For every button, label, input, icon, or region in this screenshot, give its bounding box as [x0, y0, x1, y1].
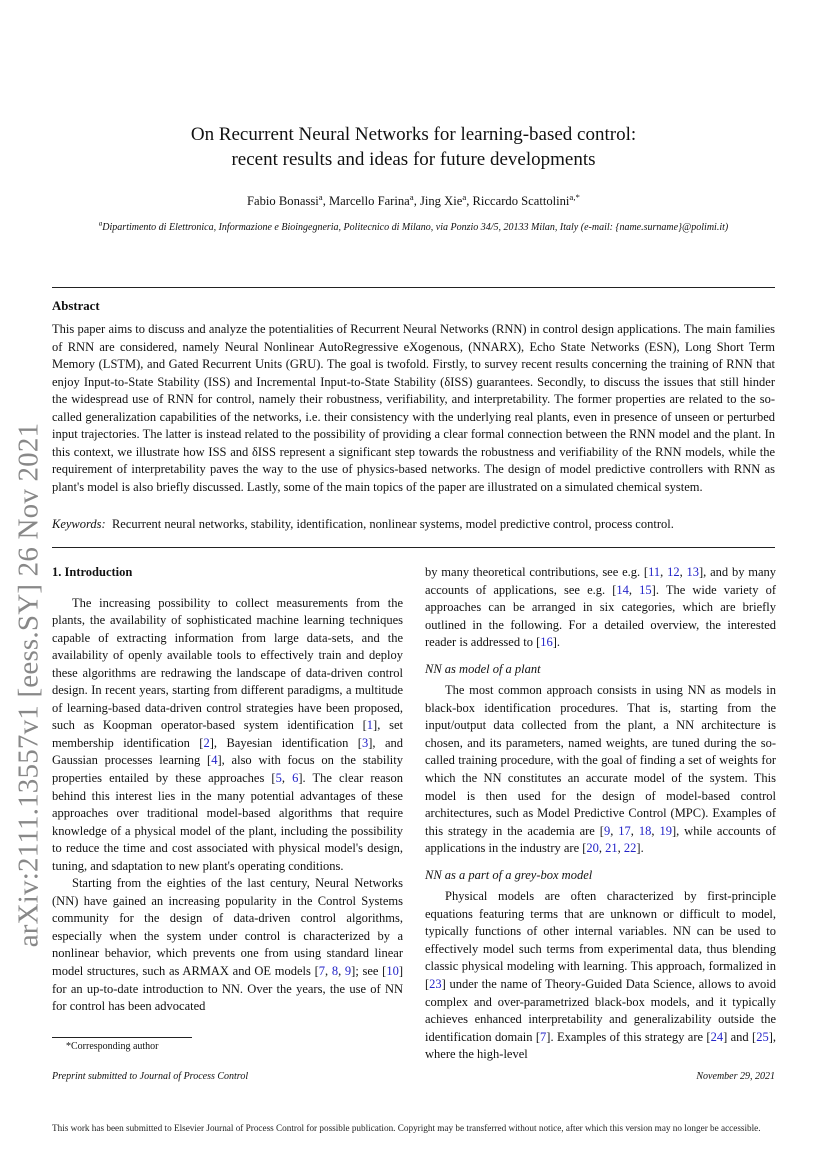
author-name: Fabio Bonassi	[247, 194, 319, 208]
citation-link[interactable]: 2	[203, 735, 210, 750]
title-line-1: On Recurrent Neural Networks for learning-based control:	[190, 124, 637, 145]
affiliation-mark: a	[98, 219, 103, 228]
section-heading: 1. Introduction	[52, 565, 133, 579]
right-column	[425, 564, 776, 1064]
divider-top	[52, 287, 775, 288]
citation-link[interactable]: 11	[648, 565, 661, 579]
left-column	[52, 564, 403, 1016]
subsection-heading: NN as model of a plant	[425, 661, 541, 676]
citation-link[interactable]: 25	[756, 1029, 769, 1044]
citation-link[interactable]: 12	[667, 565, 680, 579]
affiliation	[0, 219, 827, 233]
citation-link[interactable]: 18	[638, 823, 652, 838]
citation-link[interactable]: 9	[344, 964, 352, 979]
paper-title	[0, 122, 827, 172]
author-affiliation-mark: a	[318, 191, 323, 202]
author-affiliation-mark: a,*	[569, 191, 580, 202]
citation-link[interactable]: 16	[540, 635, 553, 650]
paragraph: The increasing possibility to collect measurements from the plants, the availability of sophisticated machine learning techniques capable of extracting information from large data-sets, and the availability of openly available tools to effectively train and deploy these algorithms are redrawing the landscape of data-driven control design. In recent years, starting from different paradigms, a multitude of learning-based data-driven control strategies have been proposed, such as Koopman operator-based system identification [1], set membership identification [2], Bayesian identification [3], and Gaussian processes learning [4], also with focus on the stability properties entailed by these approaches [5, 6]. The clear reason behind this interest lies in the many potential advantages of these approaches over traditional model-based algorithms that require knowledge of a physical model of the plant, including the possibility to reduce the time and cost associated with physical model's design, tuning, and sdaptation to new plant's operating conditions.	[52, 595, 403, 873]
paragraph: The most common approach consists in using NN as models in black-box identification procedures. That is, starting from the input/output data collected from the plant, a NN architecture is chosen, and its parameters, named weights, are tuned during the so-called training procedure, with the goal of finding a set of weights for which the NN constitutes an accurate model of the system. This model is then used for the design of model-based control architectures, such as Model Predictive Control (MPC). Examples of this strategy in the academia are [9, 17, 18, 19], while accounts of applications in the industry are [20, 21, 22].	[425, 683, 776, 856]
subsection-heading: NN as a part of a grey-box model	[425, 867, 593, 882]
citation-link[interactable]: 5	[275, 771, 282, 786]
footer-journal: Preprint submitted to Journal of Process Control	[52, 1071, 249, 1082]
arxiv-stamp: arXiv:2111.13557v1 [eess.SY] 26 Nov 2021	[12, 422, 45, 948]
citation-link[interactable]: 14	[616, 582, 629, 597]
citation-link[interactable]: 9	[603, 823, 611, 838]
citation-link[interactable]: 7	[540, 1029, 547, 1044]
citation-link[interactable]: 17	[618, 823, 631, 838]
affiliation-text: Dipartimento di Elettronica, Informazione e Bioingegneria, Politecnico di Milano, via Ponzio 34/5, 20133 Milan, Italy (e-mail: {name.surname}@polimi.it)	[102, 222, 729, 233]
citation-link[interactable]: 4	[211, 753, 218, 768]
title-line-2: recent results and ideas for future developments	[231, 149, 596, 170]
divider-bottom	[52, 547, 775, 548]
keywords-text: Recurrent neural networks, stability, identification, nonlinear systems, model predictive control, process control.	[111, 517, 674, 531]
paragraph: by many theoretical contributions, see e.g. [11, 12, 13], and by many accounts of applications, see e.g. [14, 15]. The wide variety of approaches can be arranged in six categories, which are briefly outlined in the following. For a detailed overview, the interested reader is addressed to [16].	[425, 565, 777, 650]
citation-link[interactable]: 24	[710, 1029, 724, 1044]
citation-link[interactable]: 13	[686, 565, 700, 579]
citation-link[interactable]: 7	[318, 964, 325, 979]
citation-link[interactable]: 1	[366, 718, 374, 733]
footer-date: November 29, 2021	[696, 1071, 775, 1082]
keywords	[52, 517, 775, 532]
citation-link[interactable]: 19	[659, 823, 672, 838]
abstract-heading: Abstract	[52, 299, 100, 313]
author-name: Riccardo Scattolini	[472, 194, 570, 208]
author-affiliation-mark: a	[462, 191, 467, 202]
footnote: *Corresponding author	[66, 1041, 159, 1052]
author-affiliation-mark: a	[409, 191, 414, 202]
paragraph: Starting from the eighties of the last century, Neural Networks (NN) have gained an increasing popularity in the Control Systems community for the design of data-driven control algorithms, especially when the system under control is characterized by a nonlinear behavior, which prevents one from using standard linear model structures, such as ARMAX and OE models [7, 8, 9]; see [10] for an up-to-date introduction to NN. Over the years, the use of NN for control has been advocated	[52, 876, 403, 1014]
footnote-rule	[52, 1037, 192, 1038]
citation-link[interactable]: 21	[605, 841, 618, 856]
author-name: Marcello Farina	[328, 194, 410, 208]
citation-link[interactable]: 3	[361, 735, 369, 750]
paragraph: Physical models are often characterized by first-principle equations featuring terms that are unknown or difficult to model, typically functions of other internal variables. NN can be used to effectively model such terms from experimental data, thus blending classic physical modeling with learning. This approach, formalized in [23] under the name of Theory-Guided Data Science, allows to avoid complex and over-parametrized black-box models, and it typically achieves enhanced interpretability and generalizability outside the identification domain [7]. Examples of this strategy are [24] and [25], where the high-level	[425, 889, 776, 1062]
citation-link[interactable]: 23	[429, 977, 442, 992]
citation-link[interactable]: 10	[386, 964, 399, 979]
citation-link[interactable]: 20	[586, 841, 599, 856]
author-list: Fabio Bonassi$^a$, Marcello Farina$^a$, Jing Xie$^a$, Riccardo Scattolini$^{a,*}$	[247, 191, 580, 208]
author-name: Jing Xie	[419, 194, 463, 208]
citation-link[interactable]: 6	[292, 771, 299, 786]
keywords-label: Keywords:	[52, 517, 106, 531]
citation-link[interactable]: 8	[331, 964, 339, 979]
citation-link[interactable]: 15	[639, 582, 652, 597]
copyright-notice: This work has been submitted to Elsevier Journal of Process Control for possible publication. Copyright may be transferred without notice, after which this version may no longer be accessible.	[52, 1123, 761, 1133]
abstract-text: This paper aims to discuss and analyze the potentialities of Recurrent Neural Networks (RNN) in control design applications. The main families of RNN are considered, namely Neural Nonlinear AutoRegressive eXogenous, (NNARX), Echo State Networks (ESN), Long Short Term Memory (LSTM), and Gated Recurrent Units (GRU). The goal is twofold. Firstly, to survey recent results concerning the training of RNN that enjoy Input-to-State Stability (ISS) and Incremental Input-to-State Stability (δISS) guarantees. Secondly, to discuss the issues that still hinder the widespread use of RNN for control, namely their robustness, verifiability, and interpretability. The former properties are related to the so-called generalization capabilities of the networks, i.e. their consistency with the underlying real plants, even in presence of unseen or perturbed input trajectories. The latter is instead related to the possibility of providing a clear formal connection between the RNN model and the plant. In this context, we illustrate how ISS and δISS represent a significant step towards the robustness and verifiability of the RNN models, while the requirement of interpretability paves the way to the use of physics-based networks. The design of model predictive controllers with RNN as plant's model is also briefly discussed. Lastly, some of the main topics of the paper are illustrated on a simulated chemical system.	[52, 322, 775, 494]
citation-link[interactable]: 22	[623, 841, 637, 856]
